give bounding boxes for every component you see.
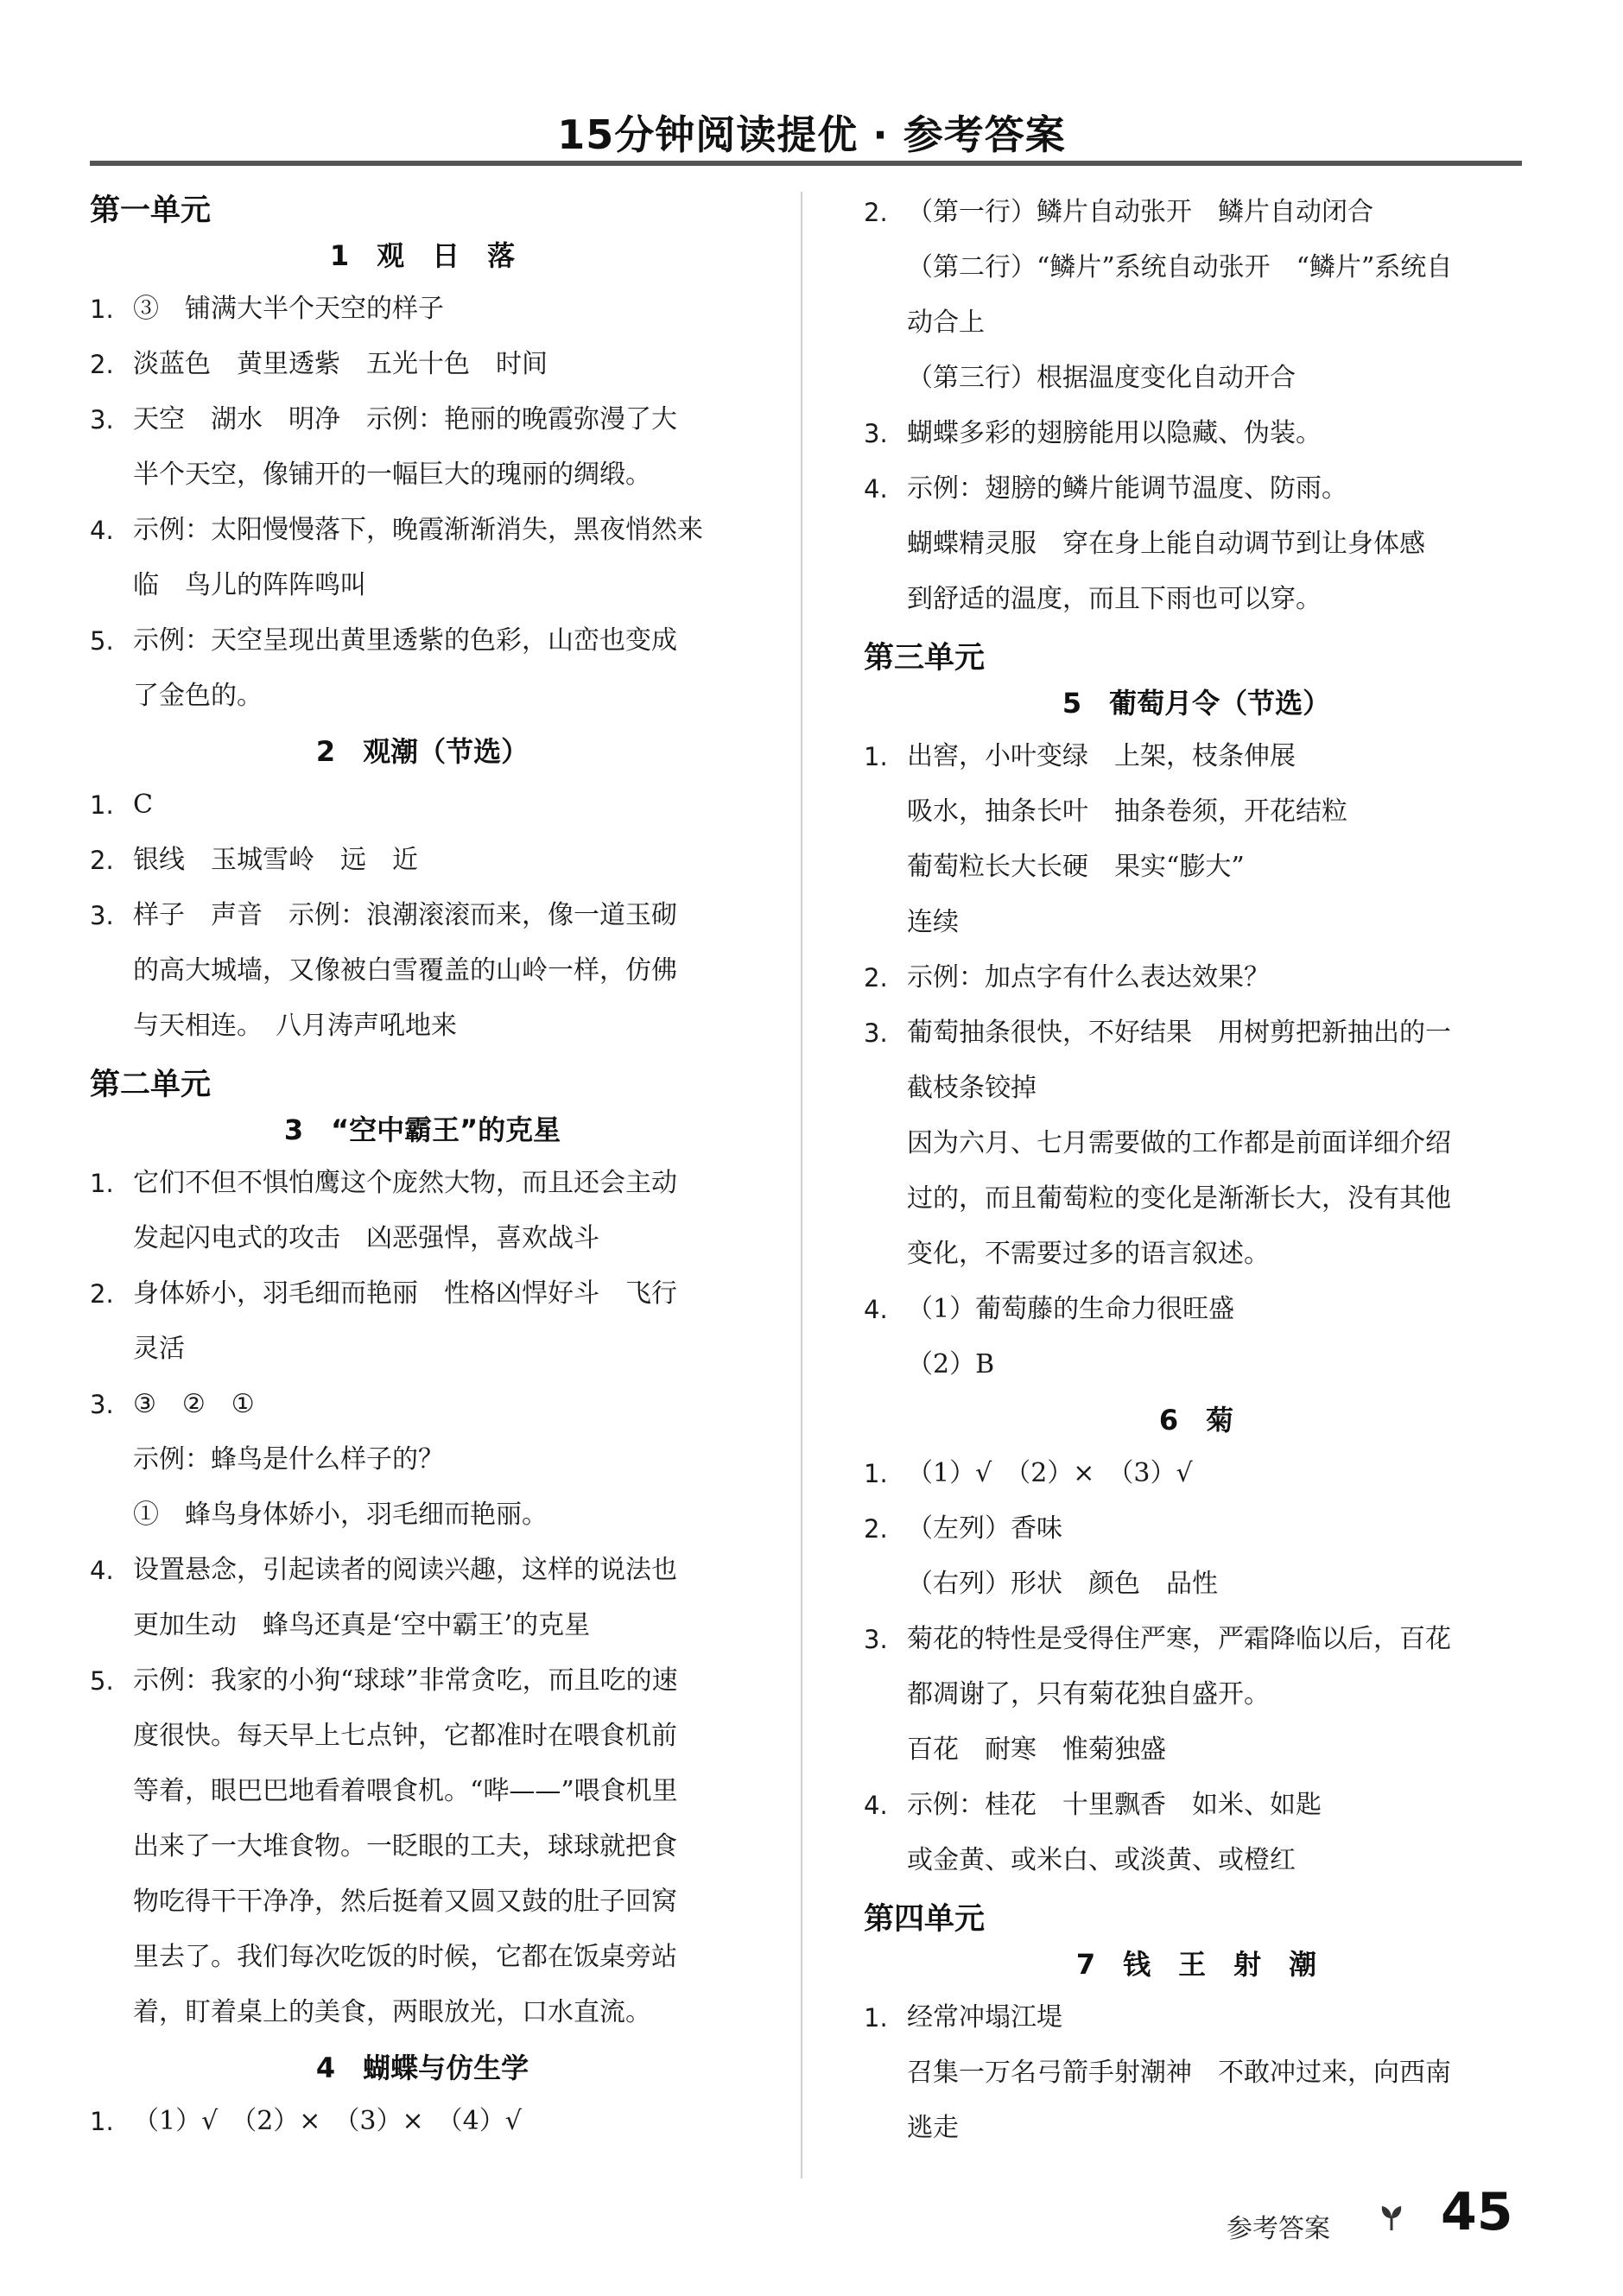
answer-number: 5. [90,1666,114,1696]
answer-body [907,1778,1529,1888]
answer-item [864,1501,1529,1612]
answer-line: 着，盯着桌上的美食，两眼放光，口水直流。 [133,1997,651,2027]
answer-line: 示例：我家的小狗“球球”非常贪吃，而且吃的速 [133,1665,678,1696]
answer-body [907,1612,1529,1778]
answer-line: （左列）香味 [907,1513,1062,1544]
answer-item [864,461,1529,627]
answer-item [864,1990,1529,2156]
answer-line: （2）B [907,1349,995,1380]
answer-line: 出窖，小叶变绿 上架，枝条伸展 [907,741,1296,771]
answer-line: 变化，不需要过多的语言叙述。 [907,1239,1270,1269]
answer-line: 度很快。每天早上七点钟，它都准时在喂食机前 [133,1721,677,1751]
lesson-title: 3 “空中霸王”的克星 [283,1113,561,1146]
answer-line: 召集一万名弓箭手射潮神 不敢冲过来，向西南 [907,2058,1451,2088]
answer-line: 连续 [907,907,959,937]
answer-number: 1. [90,1169,114,1198]
answer-line: ① 蜂鸟身体娇小，羽毛细而艳丽。 [133,1500,548,1530]
answer-body [907,406,1529,461]
answer-line: 了金色的。 [133,681,263,711]
answer-line: 到舒适的温度，而且下雨也可以穿。 [907,584,1322,614]
answer-item [864,1778,1529,1888]
answer-item [864,1282,1529,1392]
answer-line: （第一行）鳞片自动张开 鳞片自动闭合 [907,197,1373,227]
answer-line: 吸水，抽条长叶 抽条卷须，开花结粒 [907,796,1347,827]
answer-line: C [133,790,153,820]
answer-line: 设置悬念，引起读者的阅读兴趣，这样的说法也 [133,1555,677,1585]
answer-body [133,1653,755,2040]
answer-body [907,461,1529,627]
answer-number: 1. [90,295,114,324]
answer-number: 5. [90,626,114,656]
right-column [864,185,1529,2156]
column-divider [801,192,802,2179]
answer-number: 2. [90,846,114,875]
answer-line: 百花 耐寒 惟菊独盛 [907,1735,1166,1765]
unit-heading: 第一单元 [90,193,212,228]
answer-number: 4. [864,474,888,504]
answer-body [133,392,755,503]
answer-item [864,729,1529,950]
answer-line: 半个天空，像铺开的一幅巨大的瑰丽的绸缎。 [133,460,651,490]
answer-line: 动合上 [907,308,985,338]
answer-line: 它们不但不惧怕鹰这个庞然大物，而且还会主动 [133,1168,677,1198]
answer-line: （第二行）“鳞片”系统自动张开 “鳞片”系统自 [907,252,1453,282]
answer-body [133,777,755,833]
answer-number: 4. [864,1791,888,1820]
answer-body [907,950,1529,1005]
answer-number: 2. [90,1279,114,1309]
unit-heading: 第二单元 [90,1068,212,1102]
answer-line: 的高大城墙，又像被白雪覆盖的山岭一样，仿佛 [133,955,677,986]
answer-body [907,1005,1529,1282]
answer-number: 4. [90,1556,114,1585]
page-number: 45 [1441,2182,1513,2242]
answer-line: 灵活 [133,1334,185,1364]
answer-line: 示例：天空呈现出黄里透紫的色彩，山峦也变成 [133,625,677,656]
answer-body [133,1266,755,1377]
lesson-title: 2 观潮（节选） [315,735,529,768]
answer-line: 蝴蝶多彩的翅膀能用以隐藏、伪装。 [907,418,1322,448]
answer-number: 1. [864,1459,888,1488]
answer-line: ③ ② ① [133,1389,255,1419]
answer-body [133,833,755,888]
answer-body [133,613,755,724]
page-title: 15分钟阅读提优 · 参考答案 [557,111,1066,158]
answer-line: 或金黄、或米白、或淡黄、或橙红 [907,1845,1296,1875]
answer-number: 2. [90,350,114,379]
lesson-title: 4 蝴蝶与仿生学 [315,2052,529,2084]
answer-line: 过的，而且葡萄粒的变化是渐渐长大，没有其他 [907,1183,1451,1214]
answer-line: 与天相连。 八月涛声吼地来 [133,1011,457,1041]
answer-body [133,337,755,392]
answer-body [133,503,755,613]
leaf-icon [1380,2204,1403,2230]
answer-number: 3. [864,419,888,448]
answer-line: 临 鸟儿的阵阵鸣叫 [133,570,366,600]
answer-number: 2. [864,1514,888,1544]
answer-line: 截枝条铰掉 [907,1073,1037,1103]
answer-body [133,282,755,337]
answer-number: 3. [90,1390,114,1419]
answer-line: （1）√ （2）× （3）√ [907,1458,1193,1488]
answer-number: 4. [864,1295,888,1324]
title-rule [90,161,1522,166]
answer-line: （第三行）根据温度变化自动开合 [907,363,1296,393]
answer-number: 3. [90,901,114,930]
answer-item [90,1543,755,1653]
answer-line: 示例：翅膀的鳞片能调节温度、防雨。 [907,473,1347,504]
answer-line: 逃走 [907,2113,959,2143]
answer-item [90,1653,755,2040]
answer-number: 1. [90,2107,114,2136]
answer-number: 3. [864,1018,888,1048]
answer-line: 出来了一大堆食物。一眨眼的工夫，球球就把食 [133,1831,677,1862]
answer-number: 3. [864,1625,888,1654]
answer-body [907,1501,1529,1612]
unit-heading: 第四单元 [864,1902,986,1937]
answer-number: 1. [864,2003,888,2033]
answer-line: 蝴蝶精灵服 穿在身上能自动调节到让身体感 [907,529,1425,559]
answer-line: 天空 湖水 明净 示例：艳丽的晚霞弥漫了大 [133,404,677,434]
answer-line: 发起闪电式的攻击 凶恶强悍，喜欢战斗 [133,1223,599,1253]
answer-number: 2. [864,198,888,227]
answer-item [90,613,755,724]
answer-number: 1. [864,742,888,771]
answer-line: （右列）形状 颜色 品性 [907,1569,1218,1599]
answer-line: ③ 铺满大半个天空的样子 [133,294,444,324]
answer-item [90,503,755,613]
answer-number: 3. [90,405,114,434]
answer-item [90,777,755,833]
left-column [90,185,755,2149]
answer-body [907,1446,1529,1501]
answer-item [90,833,755,888]
answer-line: 经常冲塌江堤 [907,2002,1062,2033]
answer-line: 示例：蜂鸟是什么样子的？ [133,1444,444,1475]
answer-body [907,1990,1529,2156]
answer-body [133,1543,755,1653]
answer-item [864,950,1529,1005]
answer-number: 4. [90,516,114,545]
answer-number: 1. [90,790,114,820]
answer-body [133,1156,755,1266]
answer-item [864,185,1529,406]
answer-line: 都凋谢了，只有菊花独自盛开。 [907,1679,1270,1709]
answer-line: 银线 玉城雪岭 远 近 [133,845,418,875]
answer-item [90,888,755,1054]
answer-item [864,1005,1529,1282]
answer-body [907,1282,1529,1392]
answer-line: 葡萄抽条很快，不好结果 用树剪把新抽出的一 [907,1018,1451,1048]
answer-line: 菊花的特性是受得住严寒，严霜降临以后，百花 [907,1624,1451,1654]
answer-line: 淡蓝色 黄里透紫 五光十色 时间 [133,349,548,379]
answer-body [133,1377,755,1543]
answer-line: 示例：加点字有什么表达效果？ [907,962,1270,993]
answer-item [90,282,755,337]
answer-line: 示例：太阳慢慢落下，晚霞渐渐消失，黑夜悄然来 [133,515,703,545]
answer-body [907,185,1529,406]
answer-body [133,2094,755,2149]
answer-item [90,1377,755,1543]
answer-item [90,337,755,392]
answer-body [907,729,1529,950]
answer-item [90,1156,755,1266]
answer-line: 里去了。我们每次吃饭的时候，它都在饭桌旁站 [133,1942,677,1972]
answer-line: 样子 声音 示例：浪潮滚滚而来，像一道玉砌 [133,900,677,930]
answer-number: 2. [864,963,888,993]
answer-line: 因为六月、七月需要做的工作都是前面详细介绍 [907,1128,1451,1158]
unit-heading: 第三单元 [864,641,986,675]
lesson-title: 6 菊 [1158,1404,1234,1437]
answer-line: 示例：桂花 十里飘香 如米、如匙 [907,1790,1322,1820]
answer-line: （1）葡萄藤的生命力很旺盛 [907,1294,1235,1324]
answer-body [133,888,755,1054]
lesson-title: 5 葡萄月令（节选） [1062,687,1331,720]
answer-line: 物吃得干干净净，然后挺着又圆又鼓的肚子回窝 [133,1887,677,1917]
lesson-title: 7 钱 王 射 潮 [1075,1948,1317,1981]
answer-item [864,1612,1529,1778]
answer-item [864,406,1529,461]
lesson-title: 1 观 日 落 [329,239,516,272]
answer-line: 等着，眼巴巴地看着喂食机。“哔——”喂食机里 [133,1776,678,1806]
answer-line: 葡萄粒长大长硬 果实“膨大” [907,852,1245,882]
answer-item [90,2094,755,2149]
answer-item [90,392,755,503]
answer-item [90,1266,755,1377]
answer-item [864,1446,1529,1501]
answer-line: 身体娇小，羽毛细而艳丽 性格凶悍好斗 飞行 [133,1278,677,1309]
footer-label: 参考答案 [1227,2214,1330,2244]
answer-line: （1）√ （2）× （3）× （4）√ [133,2106,522,2136]
answer-line: 更加生动 蜂鸟还真是‘空中霸王’的克星 [133,1610,591,1640]
